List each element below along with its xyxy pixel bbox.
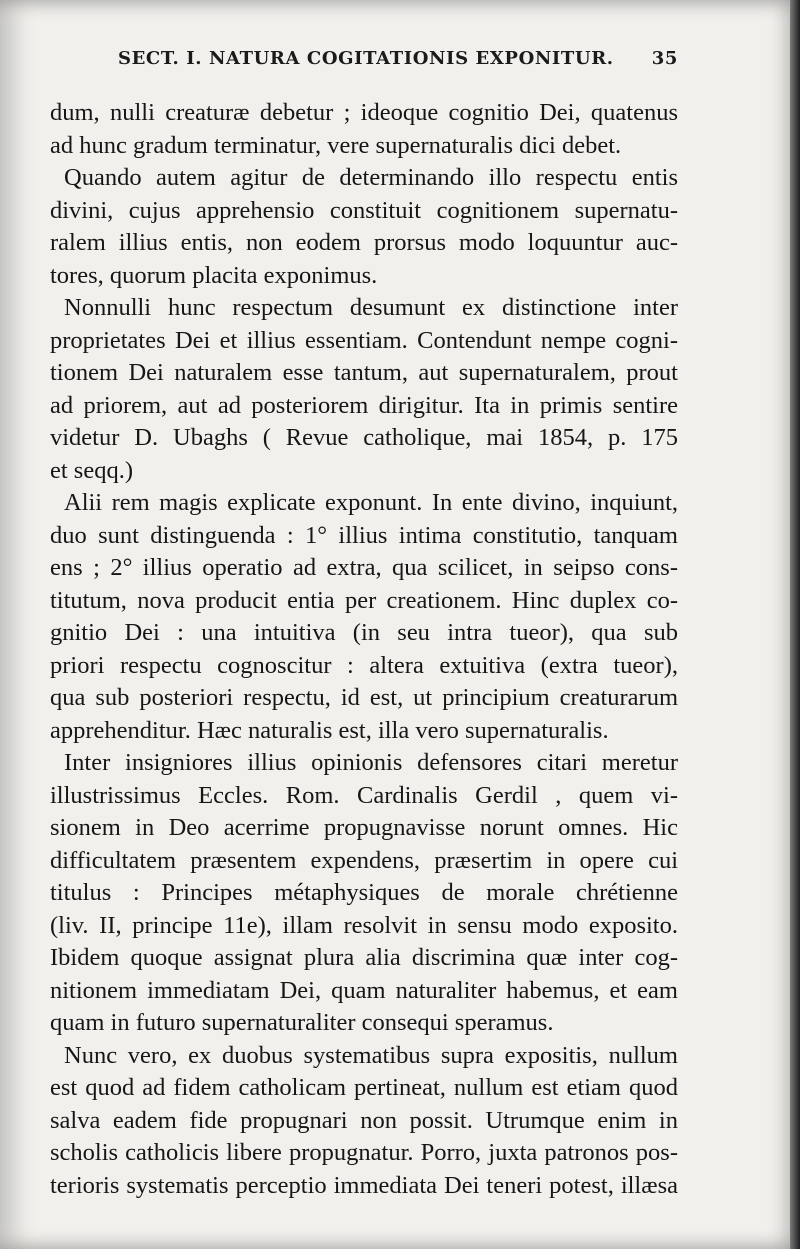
text-line: salva eadem fide propugnari non possit. Utrumque enim in [50,1106,678,1134]
text-line: scholis catholicis libere propugnatur. Porro, juxta patronos pos- [50,1139,678,1166]
text-line: sionem in Deo acerrime propugnavisse norunt omnes. Hic [50,814,678,841]
text-line: dum, nulli creaturæ debetur ; ideoque cognitio Dei, quatenus [50,99,678,126]
text-line: Nonnulli hunc respectum desumunt ex distinctione inter [64,294,678,321]
text-line: apprehenditur. Hæc naturalis est, illa vero supernaturalis. [50,716,609,744]
text-line: quam in futuro supernaturaliter consequi speramus. [50,1009,554,1036]
text-line: Nunc vero, ex duobus systematibus supra expositis, nullum [64,1041,678,1069]
text-line: Alii rem magis explicate exponunt. In ente divino, inquiunt, [64,489,678,516]
text-line: divini, cujus apprehensio constituit cognitionem supernatu- [50,196,678,224]
text-line: illustrissimus Eccles. Rom. Cardinalis Gerdil , quem vi- [50,781,678,809]
text-line: ens ; 2° illius operatio ad extra, qua scilicet, in seipso cons- [50,554,678,581]
text-line: tores, quorum placita exponimus. [50,261,378,289]
text-line: videtur D. Ubaghs ( Revue catholique, mai 1854, p. 175 [50,424,678,451]
body-text [50,97,678,1202]
text-line: qua sub posteriori respectu, id est, ut principium creaturarum [50,684,678,711]
text-line: gnitio Dei : una intuitiva (in seu intra tueor), qua sub [50,619,678,646]
text-line: ad priorem, aut ad posteriorem dirigitur. Ita in primis sentire [50,391,678,419]
text-line: titutum, nova producit entia per creationem. Hinc duplex co- [50,586,678,614]
text-line: ralem illius entis, non eodem prorsus modo loquuntur auc- [50,229,678,256]
running-header [118,48,678,76]
text-line: terioris systematis perceptio immediata Dei teneri potest, illæsa [50,1171,678,1199]
text-line: Ibidem quoque assignat plura alia discrimina quæ inter cog- [50,944,678,971]
text-line: duo sunt distinguenda : 1° illius intima constitutio, tanquam [50,521,678,549]
text-line: et seqq.) [50,456,133,484]
text-line: proprietates Dei et illius essentiam. Contendunt nempe cogni- [50,326,678,354]
text-line: Inter insigniores illius opinionis defensores citari meretur [64,749,678,776]
text-line: est quod ad fidem catholicam pertineat, nullum est etiam quod [50,1074,678,1101]
text-line: ad hunc gradum terminatur, vere supernaturalis dici debet. [50,131,622,159]
text-line: nitionem immediatam Dei, quam naturaliter habemus, et eam [50,976,678,1004]
text-line: titulus : Principes métaphysiques de morale chrétienne [50,879,678,906]
text-line: priori respectu cognoscitur : altera extuitiva (extra tueor), [50,651,678,679]
text-line: (liv. II, principe 11e), illam resolvit in sensu modo exposito. [50,911,678,939]
text-line: tionem Dei naturalem esse tantum, aut supernaturalem, prout [50,359,678,386]
running-title: SECT. I. NATURA COGITATIONIS EXPONITUR. [118,48,614,69]
text-line: Quando autem agitur de determinando illo respectu entis [64,164,678,191]
text-line: difficultatem præsentem expendens, præsertim in opere cui [50,846,678,874]
page-edge-shadow [790,0,800,1249]
page-number: 35 [651,48,678,69]
